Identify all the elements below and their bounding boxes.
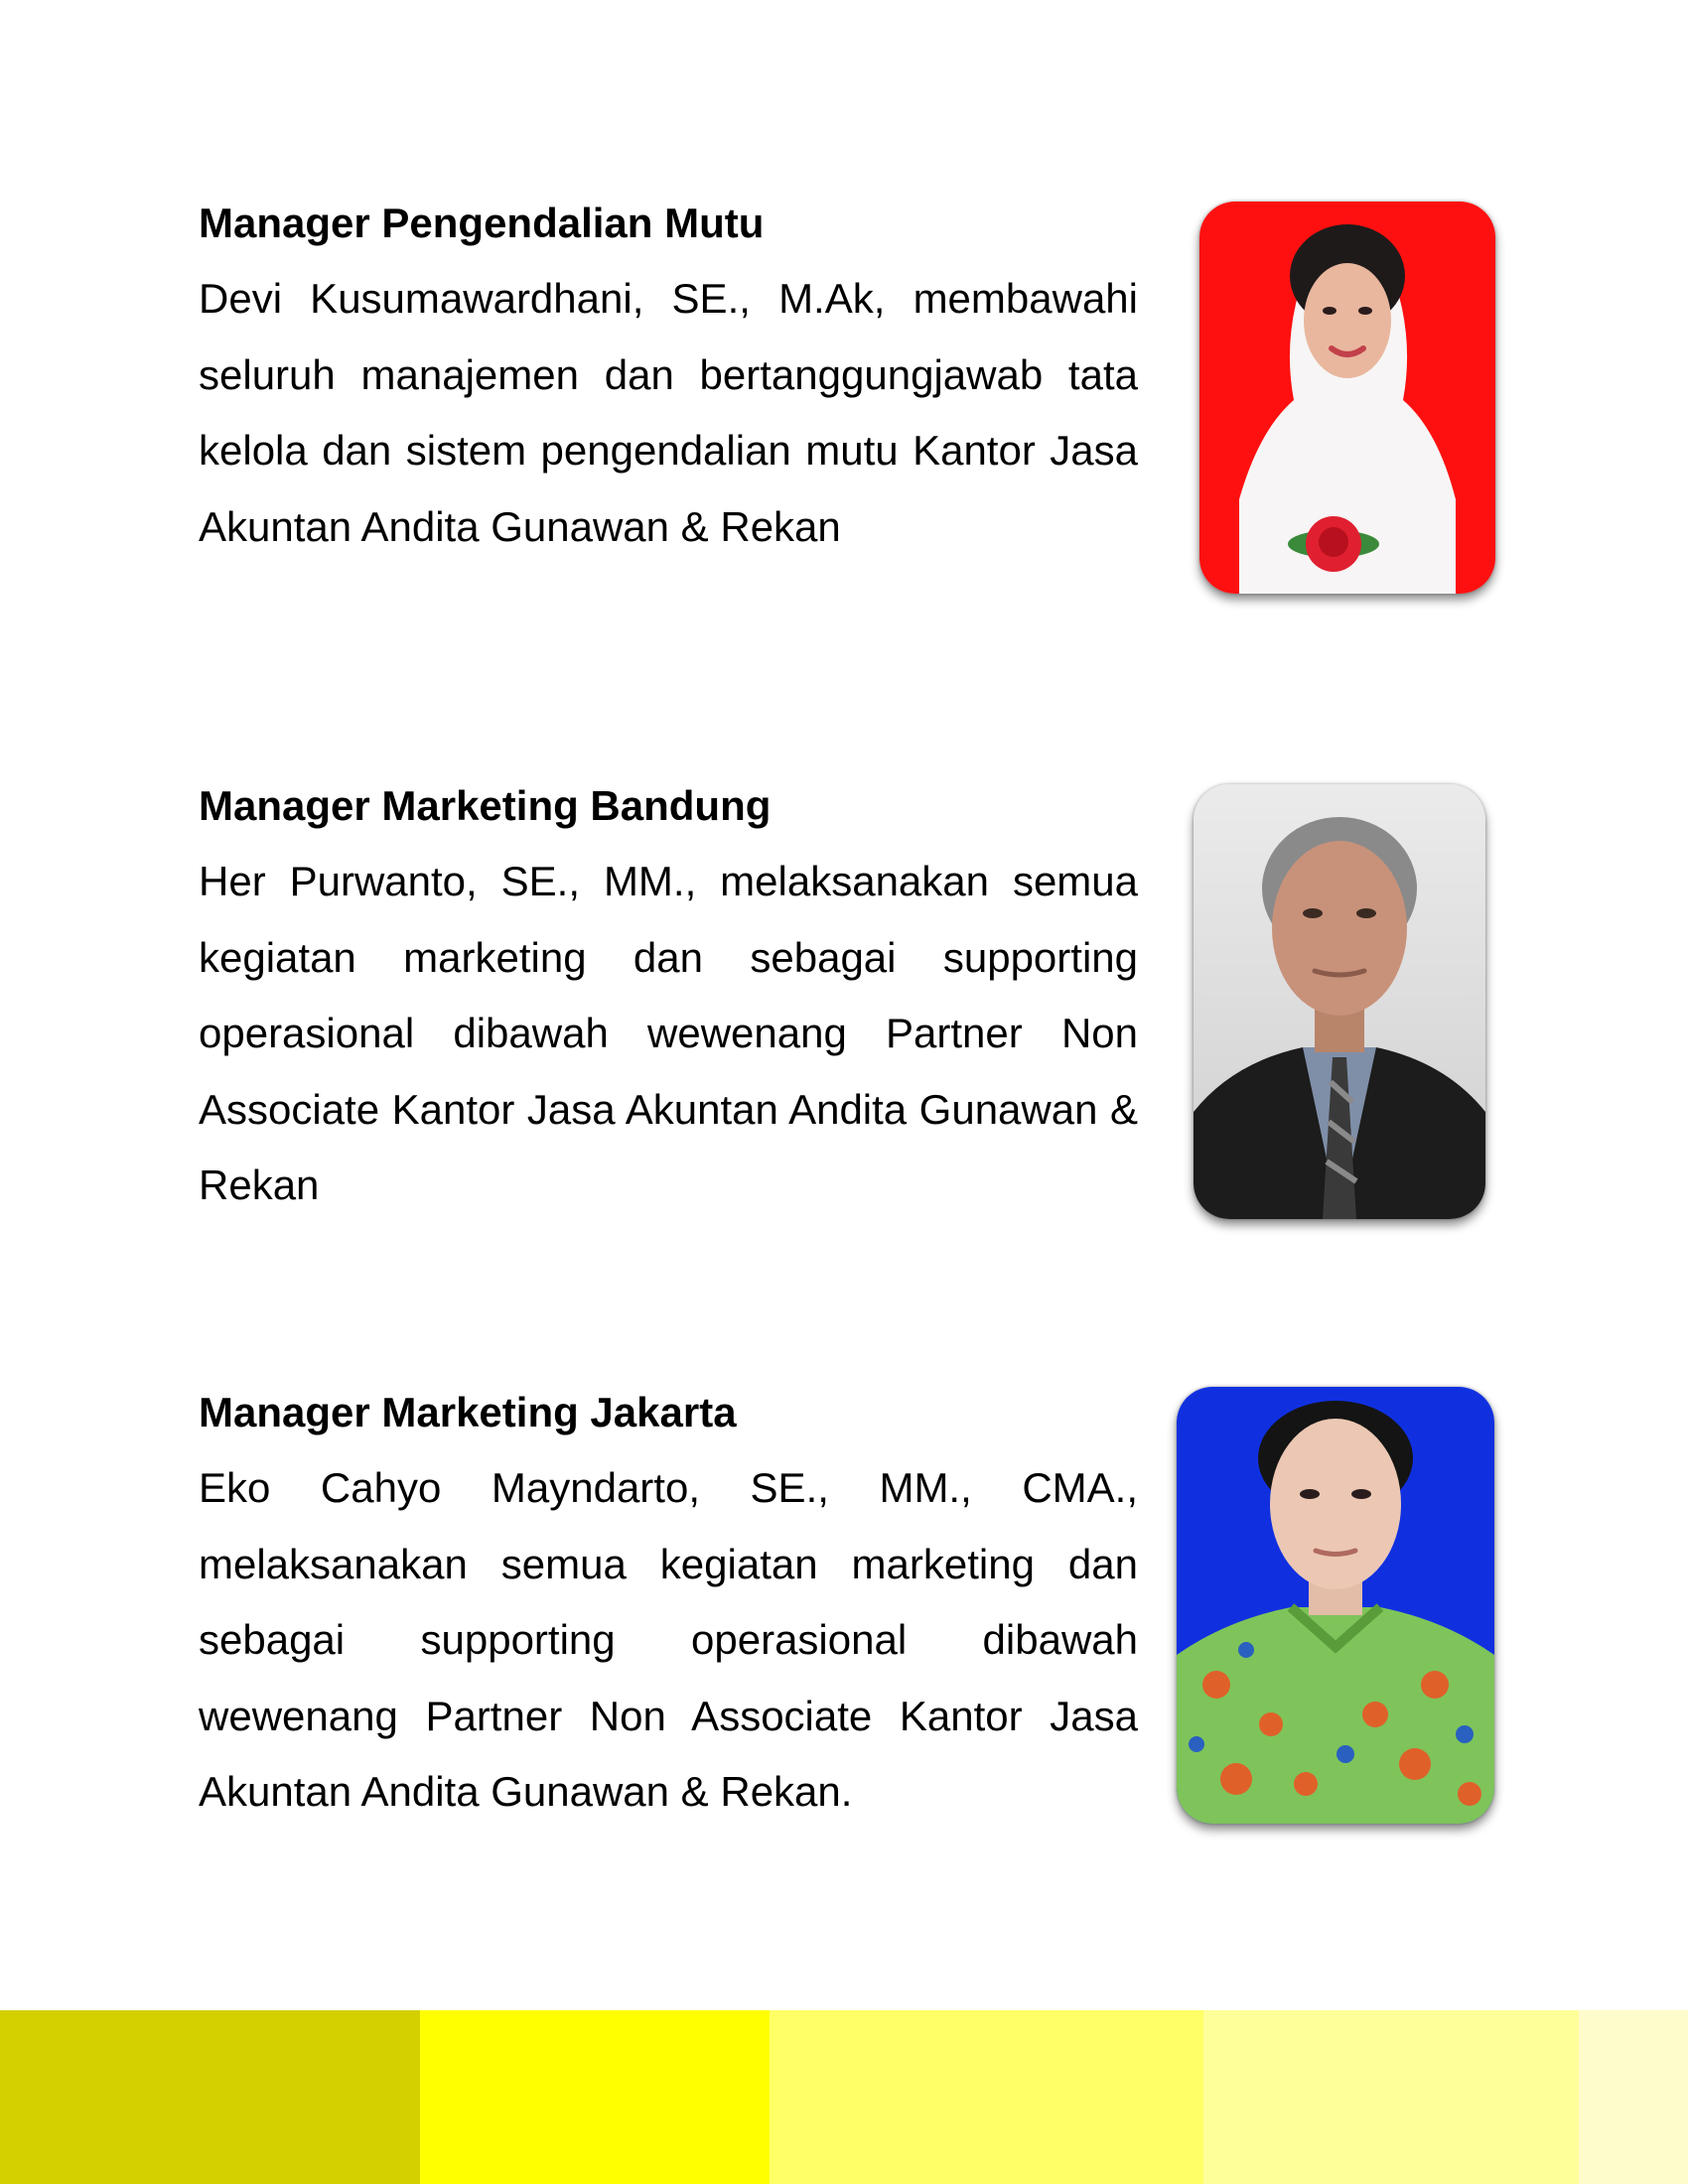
section-title: Manager Pengendalian Mutu [199,200,765,246]
portrait-photo-icon [1177,1387,1494,1824]
footer-stripe [1203,2010,1579,2184]
section-title: Manager Marketing Bandung [199,782,772,829]
section-description: Devi Kusumawardhani, SE., M.Ak, membawahi seluruh manajemen dan bertanggungjawab tata kelola dan sistem pengendalian mutu Kantor Jasa Akuntan Andita Gunawan & Rekan [199,275,1138,550]
footer-stripe [770,2010,1203,2184]
section-title: Manager Marketing Jakarta [199,1389,737,1435]
portrait-photo-man [1177,1387,1494,1824]
section-description: Her Purwanto, SE., MM., melaksanakan semua kegiatan marketing dan sebagai supporting operasional dibawah wewenang Partner Non Associate Kantor Jasa Akuntan Andita Gunawan & Rekan [199,858,1138,1208]
section-quality-control-manager [199,194,1138,565]
footer-color-stripes [0,2010,1688,2184]
portrait-photo-icon [1199,202,1495,594]
footer-stripe [0,2010,420,2184]
footer-stripe [1579,2010,1688,2184]
portrait-photo-man [1194,784,1485,1219]
section-marketing-manager-jakarta [199,1383,1138,1831]
portrait-photo-icon [1194,784,1485,1219]
section-description: Eko Cahyo Mayndarto, SE., MM., CMA., melaksanakan semua kegiatan marketing dan sebagai supporting operasional dibawah wewenang Partner Non Associate Kantor Jasa Akuntan Andita Gunawan & Rekan. [199,1464,1138,1815]
footer-stripe [420,2010,770,2184]
portrait-photo-woman [1199,202,1495,594]
section-marketing-manager-bandung [199,776,1138,1224]
